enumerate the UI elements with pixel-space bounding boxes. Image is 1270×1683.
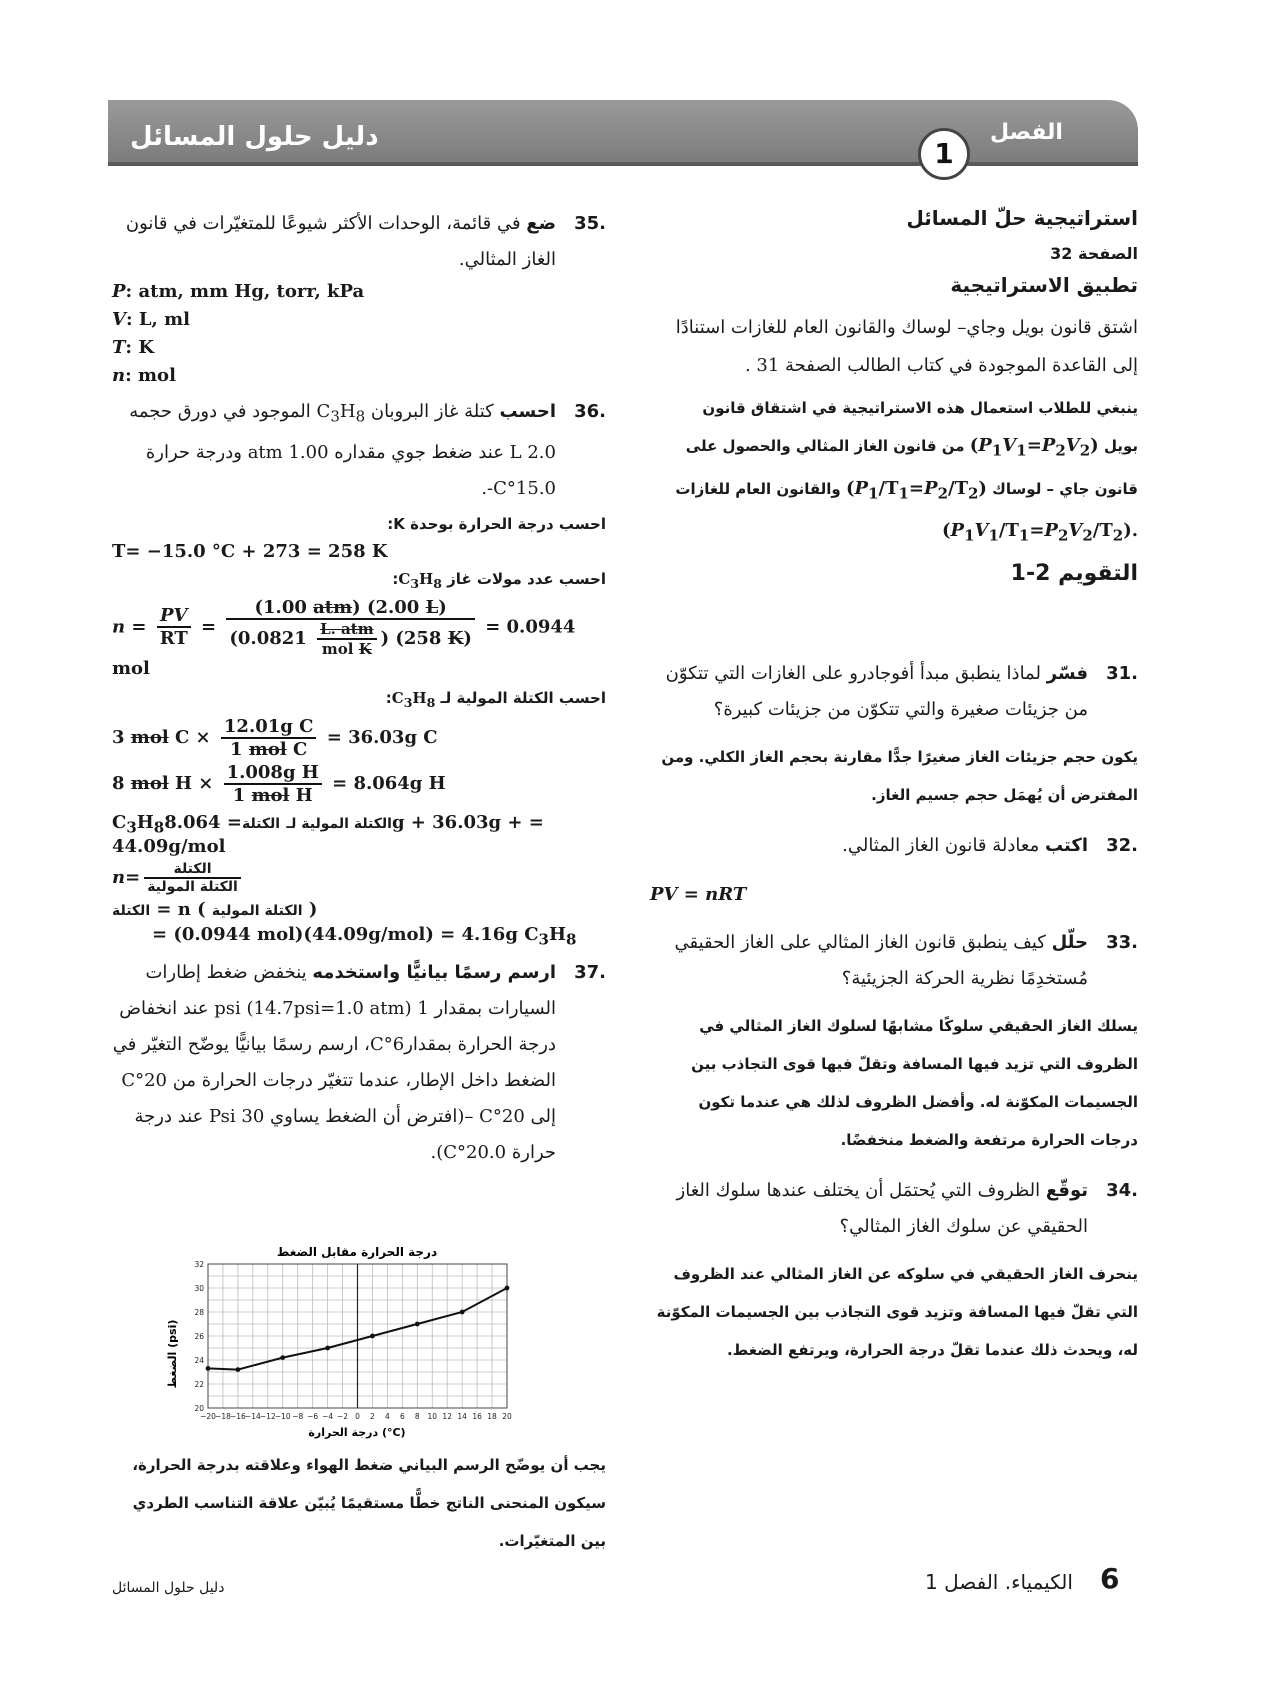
- question-35: 35. ضع في قائمة، الوحدات الأكثر شيوعًا للمتغيّرات في قانون الغاز المثالي.: [125, 213, 606, 270]
- chart-ylabel: الضغط (psi): [166, 1319, 179, 1389]
- data-point: [236, 1367, 241, 1372]
- footer-right: الكيمياء. الفصل 1: [925, 1570, 1073, 1594]
- x-tick-label: 6: [399, 1412, 405, 1421]
- y-tick-label: 26: [194, 1332, 204, 1341]
- x-tick-label: −4: [322, 1412, 334, 1421]
- unit-row-t: T: K: [112, 337, 154, 358]
- units-list: [112, 278, 606, 390]
- page-reference: الصفحة 32: [1050, 244, 1138, 263]
- equation-temperature: T= −15.0 °C + 273 = 258 K: [112, 540, 388, 562]
- x-tick-label: 0: [355, 1412, 360, 1421]
- x-tick-label: 16: [472, 1412, 482, 1421]
- question-37: 37. ارسم رسمًا بيانيًّا واستخدمه ينخفض ضغط إطارات السيارات بمقدار 1 psi (14.7psi=1.0 atm) عند انخفاض درجة الحرارة بمقدار6°C، ارسم رسمًا بيانيًّا يوضّح التغيّر في الضغط داخل الإطار، عندما تتغيّر درجات الحرارة من 20°C إلى 20°C –(افترض أن الضغط يساوي 30 Psi عند درجة حرارة 20.0°C).: [112, 961, 606, 1163]
- apply-strategy-answer: ينبغي للطلاب استعمال هذه الاستراتيجية في اشتقاق قانون بويل $(P_1V_1=P_2V_2)$ من قانون الغاز المثالي والحصول على قانون جاي – لوساك $(P_1/T_1=P_2/T_2)$ والقانون العام للغازات $(P_1V_1/T_1=P_2V_2/T_2)$.: [675, 399, 1138, 545]
- unit-row-n: n: mol: [112, 365, 176, 386]
- x-tick-label: −16: [229, 1412, 246, 1421]
- chapter-label: الفصل: [990, 120, 1063, 145]
- x-tick-label: 14: [457, 1412, 467, 1421]
- y-tick-label: 28: [194, 1308, 204, 1317]
- page-number: 6: [1100, 1562, 1120, 1595]
- data-point: [370, 1334, 375, 1339]
- x-tick-label: −2: [337, 1412, 349, 1421]
- question-31: 31. فسّر لماذا ينطبق مبدأ أفوجادرو على الغازات التي تتكوّن من جزيئات صغيرة والتي تتكوّن من جزيئات كبيرة؟: [665, 662, 1138, 720]
- question-36: 36. احسب كتلة غاز البروبان $C_3H_8$ الموجود في دورق حجمه 2.0 L عند ضغط جوي مقداره 1.00 atm ودرجة حرارة 15.0°C-.: [129, 401, 606, 499]
- x-tick-label: 2: [370, 1412, 375, 1421]
- y-tick-label: 30: [194, 1284, 204, 1293]
- y-tick-label: 20: [194, 1404, 204, 1413]
- x-tick-label: 10: [427, 1412, 438, 1421]
- equation-molar-mass: $C_3H_8$ الكتلة المولية لـ الكتلة= 8.064g + 36.03g + = 44.09g/mol: [112, 811, 544, 858]
- data-point: [460, 1310, 465, 1315]
- left-column: [112, 206, 606, 1171]
- pressure-temperature-chart: [112, 1244, 582, 1440]
- x-tick-label: −12: [259, 1412, 276, 1421]
- step-moles: احسب عدد مولات غاز $C_3H_8$:: [392, 569, 606, 591]
- right-column: [650, 206, 1138, 1369]
- answer-32: PV = nRT: [650, 883, 747, 905]
- equation-moles: n = $\frac{PV}{RT}$ = (1.00 atm) (2.00 L) (0.0821 $\frac{\text{L. atm}}{\text{mol K}}$ ) (258 K) = 0.0944 mol: [112, 596, 576, 679]
- y-tick-label: 22: [194, 1380, 204, 1389]
- chart-title: درجة الحرارة مقابل الضغط: [276, 1245, 438, 1259]
- x-tick-label: −10: [274, 1412, 291, 1421]
- x-tick-label: 18: [487, 1412, 497, 1421]
- x-tick-label: 4: [385, 1412, 390, 1421]
- data-point: [206, 1366, 211, 1371]
- x-tick-label: 12: [442, 1412, 452, 1421]
- x-tick-label: −8: [292, 1412, 304, 1421]
- equation-hydrogen: 8 mol H × $\frac{\text{1.008g H}}{\text{1 mol H}}$ = 8.064g H: [112, 761, 446, 806]
- x-tick-label: −14: [244, 1412, 261, 1421]
- data-point: [325, 1346, 330, 1351]
- page-header-title: دليل حلول المسائل: [130, 122, 379, 152]
- strategy-title: استراتيجية حلّ المسائل: [906, 206, 1138, 230]
- x-tick-label: 8: [414, 1412, 420, 1421]
- equation-mass-result: = (0.0944 mol)(44.09g/mol) = 4.16g $C_3H_8$: [152, 924, 577, 949]
- unit-row-v: V: L, ml: [112, 309, 190, 330]
- equation-n-fraction: n= $\frac{\text{الكتلة}}{\text{الكتلة المولية}}$: [112, 861, 606, 895]
- step-temperature-k: احسب درجة الحرارة بوحدة K:: [387, 514, 606, 533]
- answer-33: يسلك الغاز الحقيقي سلوكًا مشابهًا لسلوك الغاز المثالي في الظروف التي تزيد فيها المسافة وتقلّ فيها قوى التجاذب بين الجسيمات المكوّنة له. وأفضل الظروف لذلك هي عندما تكون درجات الحرارة مرتفعة والضغط منخفضًا.: [691, 1016, 1138, 1149]
- assessment-title: التقويم 2-1: [1010, 560, 1138, 586]
- question-33: 33. حلّل كيف ينطبق قانون الغاز المثالي على الغاز الحقيقي مُستخدِمًا نظرية الحركة الجزيئية؟: [674, 931, 1138, 989]
- x-tick-label: −20: [200, 1412, 216, 1421]
- chart-xlabel: درجة الحرارة (°C): [308, 1426, 406, 1439]
- equation-mass-def: الكتلة = n ( الكتلة المولية ): [112, 899, 318, 921]
- question-34: 34. توقّع الظروف التي يُحتمَل أن يختلف عندها سلوك الغاز الحقيقي عن سلوك الغاز المثالي؟: [676, 1179, 1138, 1237]
- y-tick-label: 32: [194, 1260, 204, 1269]
- answer-37: يجب أن يوضّح الرسم البياني ضغط الهواء وعلاقته بدرجة الحرارة، سيكون المنحنى الناتج خطًّا مستقيمًا يُبيّن علاقة التناسب الطردي بين المتغيّرات.: [132, 1456, 606, 1550]
- step-molar-mass: احسب الكتلة المولية لـ $C_3H_8$:: [385, 688, 606, 710]
- unit-row-p: P: atm, mm Hg, torr, kPa: [112, 281, 365, 302]
- answer-34: ينحرف الغاز الحقيقي في سلوكه عن الغاز المثالي عند الظروف التي تقلّ فيها المسافة وتزيد قوى التجاذب بين الجسيمات المكوّنة له، ويحدث ذلك عندما تقلّ درجة الحرارة، ويرتفع الضغط.: [656, 1264, 1138, 1359]
- x-tick-label: −18: [215, 1412, 231, 1421]
- data-point: [280, 1355, 285, 1360]
- chapter-number-badge: 1: [918, 128, 970, 180]
- answer-31: يكون حجم جزيئات الغاز صغيرًا جدًّا مقارنة بحجم الغاز الكلي. ومن المفترض أن يُهمَل حجم جسيم الغاز.: [661, 747, 1138, 804]
- question-32: 32. اكتب معادلة قانون الغاز المثالي.: [842, 834, 1138, 856]
- data-point: [505, 1286, 510, 1291]
- apply-strategy-title: تطبيق الاستراتيجية: [950, 273, 1138, 297]
- footer-left: دليل حلول المسائل: [112, 1580, 225, 1596]
- x-tick-label: −6: [307, 1412, 319, 1421]
- equation-carbon: 3 mol C × $\frac{\text{12.01g C}}{\text{1 mol C}}$ = 36.03g C: [112, 715, 438, 760]
- apply-strategy-text: اشتق قانون بويل وجاي– لوساك والقانون العام للغازات استنادًا إلى القاعدة الموجودة في كتاب الطالب الصفحة 31 .: [675, 317, 1138, 376]
- x-tick-label: 20: [502, 1412, 512, 1421]
- y-tick-label: 24: [194, 1356, 204, 1365]
- data-point: [415, 1322, 420, 1327]
